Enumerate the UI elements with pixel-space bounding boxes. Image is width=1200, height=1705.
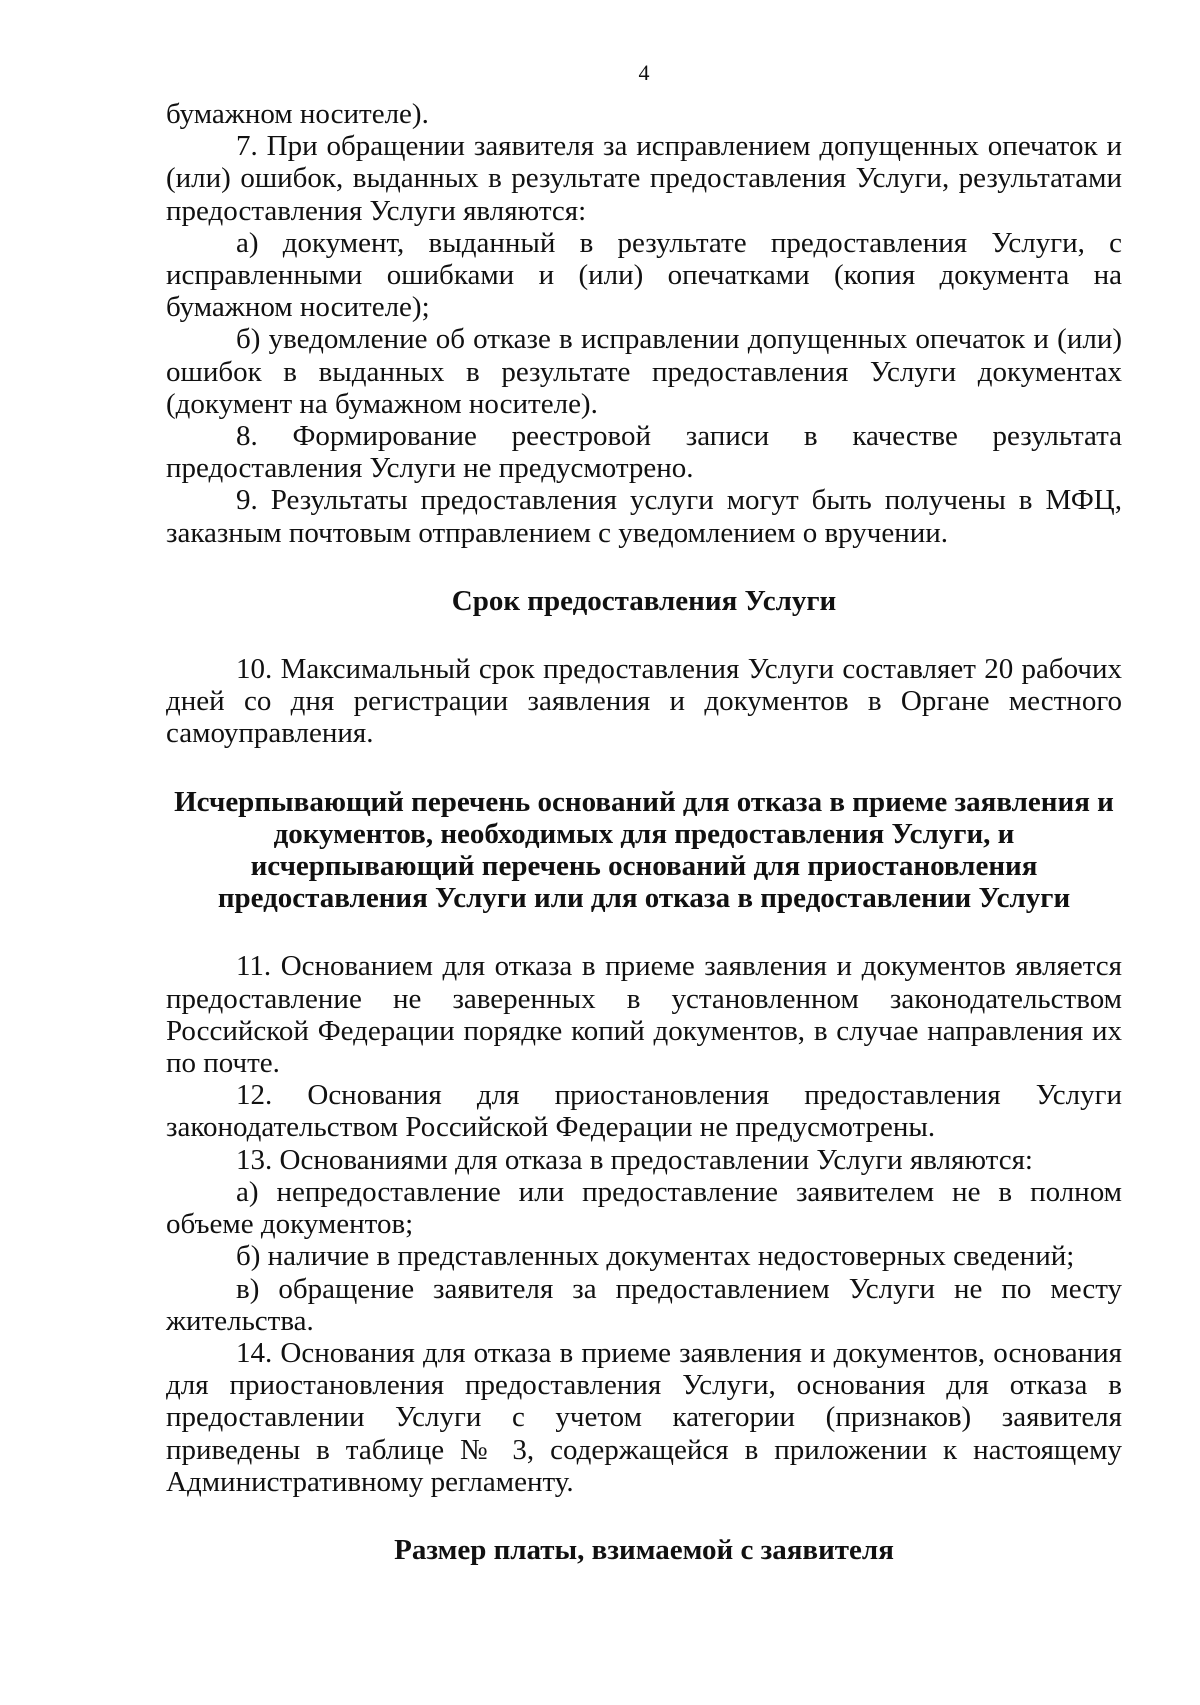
- section-heading-refusal-grounds: [166, 786, 1122, 915]
- paragraph-7a: а) документ, выданный в результате предоставления Услуги, с исправленными ошибками и (или) опечатками (копия документа на бумажном носителе);: [166, 226, 1122, 324]
- paragraph-8: 8. Формирование реестровой записи в качестве результата предоставления Услуги не предусмотрено.: [166, 420, 1122, 485]
- paragraph-13: 13. Основаниями для отказа в предоставлении Услуги являются:: [236, 1143, 1033, 1176]
- heading-line-3: исчерпывающий перечень оснований для приостановления: [250, 850, 1038, 883]
- paragraph-12: 12. Основания для приостановления предоставления Услуги законодательством Российской Федерации не предусмотрены.: [166, 1079, 1122, 1144]
- section-heading-term: Срок предоставления Услуги: [451, 584, 837, 617]
- document-body: [166, 98, 1122, 1566]
- paragraph-10: 10. Максимальный срок предоставления Услуги составляет 20 рабочих дней со дня регистрации заявления и документов в Органе местного самоуправления.: [166, 653, 1122, 750]
- section-heading-fee: Размер платы, взимаемой с заявителя: [394, 1533, 894, 1566]
- page-number: 4: [638, 60, 650, 85]
- paragraph-9: 9. Результаты предоставления услуги могут быть получены в МФЦ, заказным почтовым отправлением с уведомлением о вручении.: [166, 484, 1122, 549]
- paragraph-14: 14. Основания для отказа в приеме заявления и документов, основания для приостановления предоставления Услуги, основания для отказа в предоставлении Услуги с учетом категории (признаков) заявителя приведены в таблице № 3, содержащейся в приложении к настоящему Административному регламенту.: [166, 1336, 1122, 1498]
- paragraph-continuation: бумажном носителе).: [166, 98, 429, 130]
- paragraph-13c: в) обращение заявителя за предоставлением Услуги не по месту жительства.: [166, 1272, 1122, 1337]
- heading-line-1: Исчерпывающий перечень оснований для отказа в приеме заявления и: [174, 785, 1114, 818]
- paragraph-13a: а) непредоставление или предоставление заявителем не в полном объеме документов;: [166, 1175, 1122, 1241]
- heading-line-2: документов, необходимых для предоставления Услуги, и: [273, 817, 1015, 850]
- paragraph-7b: б) уведомление об отказе в исправлении допущенных опечаток и (или) ошибок в выданных в результате предоставления Услуги документах (документ на бумажном носителе).: [166, 323, 1122, 420]
- paragraph-7: 7. При обращении заявителя за исправлением допущенных опечаток и (или) ошибок, выданных в результате предоставления Услуги, результатами предоставления Услуги являются:: [166, 130, 1122, 227]
- paragraph-13b: б) наличие в представленных документах недостоверных сведений;: [236, 1240, 1075, 1273]
- heading-line-4: предоставления Услуги или для отказа в предоставлении Услуги: [217, 882, 1071, 915]
- paragraph-11: 11. Основанием для отказа в приеме заявления и документов является предоставление не заверенных в установленном законодательством Российской Федерации порядке копий документов, в случае направления их по почте.: [166, 950, 1122, 1080]
